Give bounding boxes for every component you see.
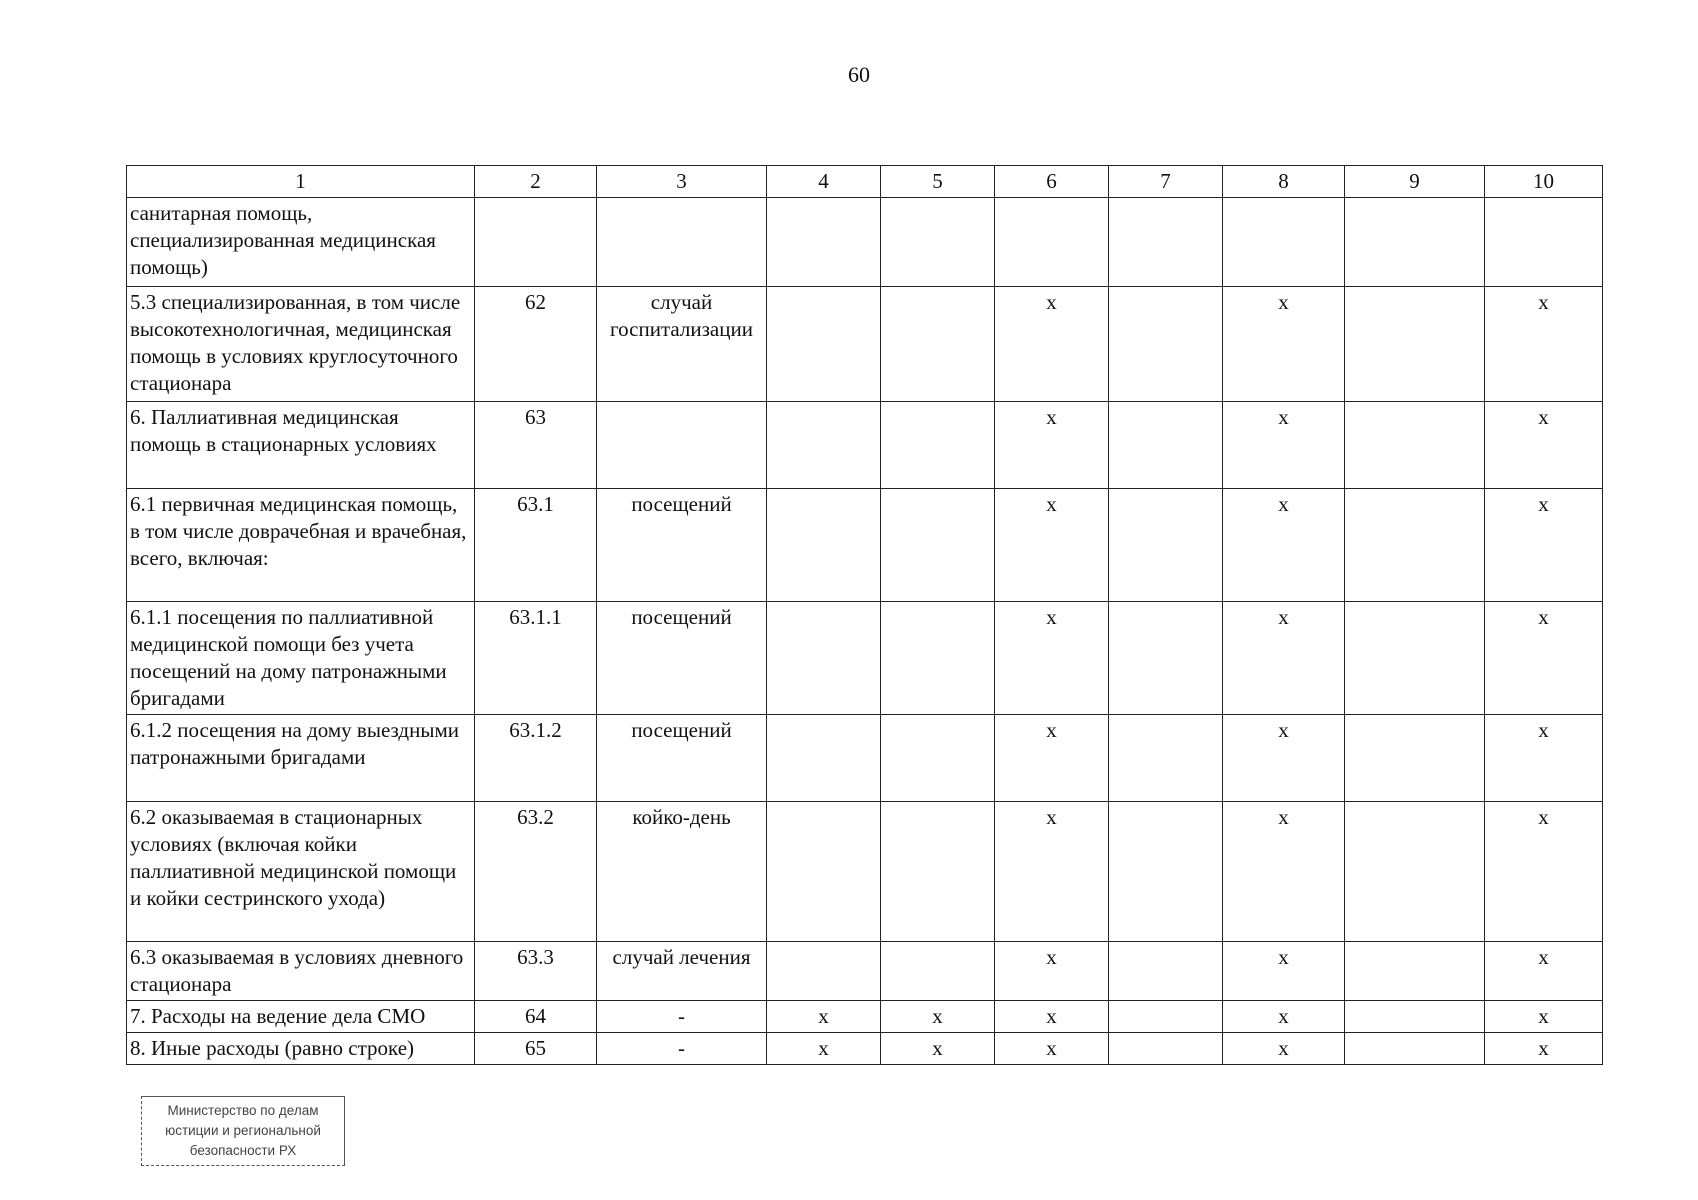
column-header: 10 [1485,166,1603,198]
row-label-cell: 5.3 специализированная, в том числе высокотехнологичная, медицинская помощь в условиях круглосуточного стационара [127,287,475,402]
table-cell [881,942,995,1001]
data-table [126,165,1603,1065]
column-header: 7 [1109,166,1223,198]
table-cell [1223,198,1345,287]
table-cell: x [1223,715,1345,802]
table-cell [881,287,995,402]
table-cell: 63.1.2 [475,715,597,802]
row-label-cell: санитарная помощь, специализированная медицинская помощь) [127,198,475,287]
table-cell: 63.3 [475,942,597,1001]
table-cell [597,402,767,489]
stamp-line: юстиции и региональной [165,1123,321,1138]
table-cell [1345,402,1485,489]
table-cell: x [767,1033,881,1065]
table-cell [1345,1001,1485,1033]
table-cell [1109,942,1223,1001]
stamp-line: безопасности РХ [189,1143,297,1158]
table-cell: x [1485,287,1603,402]
table-cell: x [1223,602,1345,715]
row-label-cell: 6.1.1 посещения по паллиативной медицинской помощи без учета посещений на дому патронажными бригадами [127,602,475,715]
table-cell [767,402,881,489]
table-cell: x [1485,1001,1603,1033]
table-cell [1345,942,1485,1001]
table-cell [597,198,767,287]
table-cell: x [1485,489,1603,602]
table-cell: случай лечения [597,942,767,1001]
column-header: 9 [1345,166,1485,198]
row-label-cell: 6.1.2 посещения на дому выездными патронажными бригадами [127,715,475,802]
table-cell: x [881,1001,995,1033]
table-cell [881,489,995,602]
table-row [127,287,1603,402]
table-cell [1109,489,1223,602]
column-header: 3 [597,166,767,198]
table-cell: посещений [597,602,767,715]
table-cell: x [1223,402,1345,489]
table-cell: x [1223,287,1345,402]
table-cell: 63 [475,402,597,489]
table-cell [881,602,995,715]
table-cell: - [597,1001,767,1033]
table-cell: 63.1 [475,489,597,602]
table-cell: x [1223,942,1345,1001]
table-cell [767,287,881,402]
table-cell [1345,198,1485,287]
column-header: 1 [127,166,475,198]
table-cell: 62 [475,287,597,402]
table-row [127,489,1603,602]
table-cell: случай госпитализации [597,287,767,402]
table-cell [1345,489,1485,602]
table-cell: x [1485,942,1603,1001]
header-row [127,166,1603,198]
table-cell: x [995,1033,1109,1065]
table-cell: x [1223,1033,1345,1065]
column-header: 6 [995,166,1109,198]
stamp-line: Министерство по делам [167,1103,319,1118]
table-cell [1109,198,1223,287]
table-cell: x [1485,1033,1603,1065]
table-row [127,715,1603,802]
table-cell [1485,198,1603,287]
table-cell [767,198,881,287]
table-cell: x [1223,1001,1345,1033]
table-cell: 63.1.1 [475,602,597,715]
table-cell: x [1485,802,1603,942]
page-number: 60 [848,62,870,87]
table-cell: - [597,1033,767,1065]
table-cell [767,942,881,1001]
row-label-cell: 6.3 оказываемая в условиях дневного стационара [127,942,475,1001]
table-cell [1109,802,1223,942]
table-row [127,198,1603,287]
table-cell [1345,602,1485,715]
table-cell [767,489,881,602]
table-cell [881,715,995,802]
column-header: 5 [881,166,995,198]
row-label-cell: 8. Иные расходы (равно строке) [127,1033,475,1065]
table-cell: 65 [475,1033,597,1065]
table-cell: 63.2 [475,802,597,942]
row-label-cell: 6. Паллиативная медицинская помощь в стационарных условиях [127,402,475,489]
table-cell: x [995,402,1109,489]
table-row [127,942,1603,1001]
table-cell [881,402,995,489]
registration-stamp [141,1096,345,1166]
table-cell [1109,1033,1223,1065]
table-cell [1345,1033,1485,1065]
table-cell [881,802,995,942]
table-cell: койко-день [597,802,767,942]
table-cell [1345,802,1485,942]
table-cell [1345,715,1485,802]
row-label-cell: 7. Расходы на ведение дела СМО [127,1001,475,1033]
table-cell [881,198,995,287]
table-cell: x [995,602,1109,715]
table-row [127,402,1603,489]
table-row [127,602,1603,715]
table-cell: x [767,1001,881,1033]
column-header: 4 [767,166,881,198]
table-cell: x [1223,489,1345,602]
table-cell: x [995,1001,1109,1033]
table-cell: x [1485,602,1603,715]
table-cell [1345,287,1485,402]
table-cell [1109,715,1223,802]
table-cell: x [1223,802,1345,942]
table-cell [1109,1001,1223,1033]
table-row [127,1033,1603,1065]
row-label-cell: 6.2 оказываемая в стационарных условиях (включая койки паллиативной медицинской помощи и койки сестринского ухода) [127,802,475,942]
table-cell: x [995,489,1109,602]
table-cell: x [995,287,1109,402]
table-cell: 64 [475,1001,597,1033]
column-header: 8 [1223,166,1345,198]
table-cell [767,802,881,942]
table-cell [995,198,1109,287]
table-cell: x [995,802,1109,942]
table-row [127,1001,1603,1033]
row-label-cell: 6.1 первичная медицинская помощь, в том числе доврачебная и врачебная, всего, включая: [127,489,475,602]
table-cell: посещений [597,489,767,602]
table-cell [1109,402,1223,489]
table-cell: x [995,715,1109,802]
table-cell: x [881,1033,995,1065]
table-cell [1109,602,1223,715]
column-header: 2 [475,166,597,198]
table-cell [1109,287,1223,402]
table-cell: x [1485,715,1603,802]
table-cell [767,602,881,715]
table-cell: x [1485,402,1603,489]
table-row [127,802,1603,942]
table-cell [767,715,881,802]
table-cell: посещений [597,715,767,802]
table-cell: x [995,942,1109,1001]
table-cell [475,198,597,287]
